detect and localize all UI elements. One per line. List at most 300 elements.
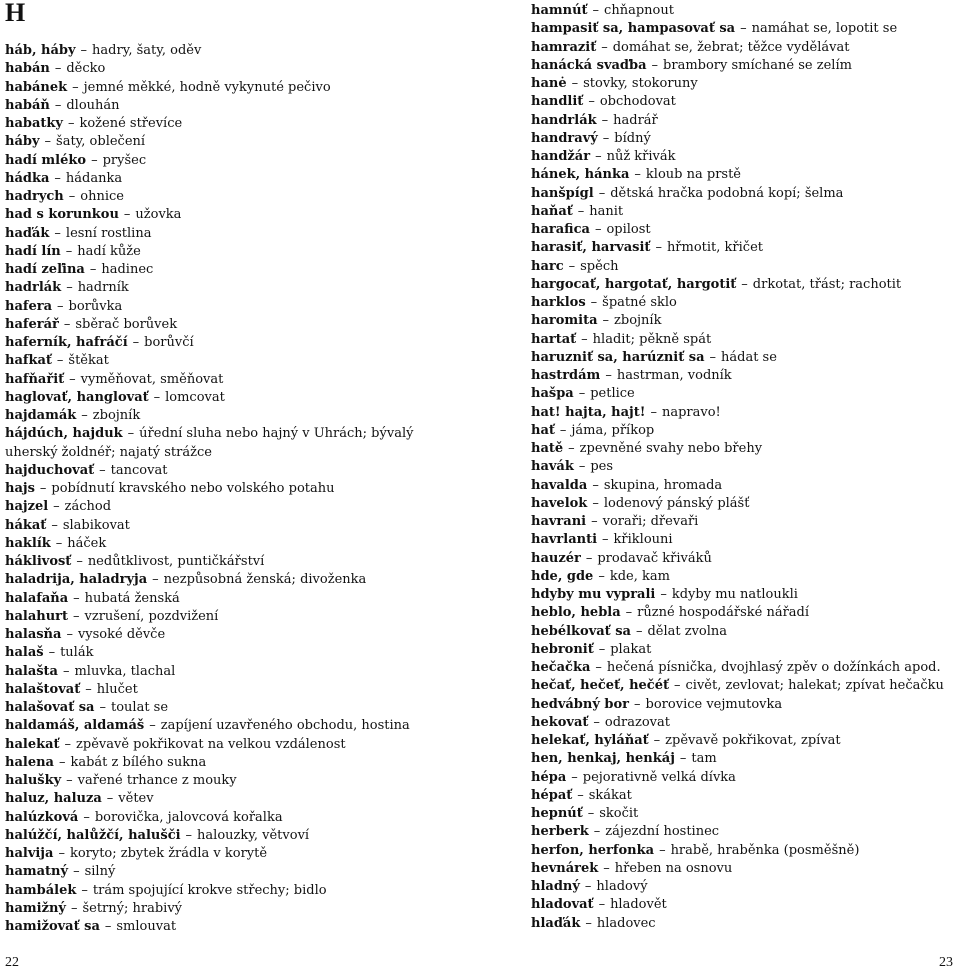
entry-headword: haldamáš, aldamáš <box>5 718 145 734</box>
entry-headword: hampasiť sa, hampasovať sa <box>531 21 736 37</box>
entry-definition: smlouvat <box>116 919 177 934</box>
entry-headword: haluz, haluza <box>5 791 102 807</box>
entry-dash: – <box>63 316 71 332</box>
entry-definition: hladit; pěkně spát <box>592 331 712 347</box>
dictionary-entry <box>5 115 460 133</box>
dictionary-entry <box>5 170 460 188</box>
entry-definition: kdyby mu natloukli <box>671 587 798 602</box>
dictionary-entry <box>5 79 460 97</box>
entry-dash: – <box>635 623 643 639</box>
entry-definition: stovky, stokoruny <box>583 76 698 91</box>
entry-definition: opilost <box>606 222 651 237</box>
dictionary-entry <box>531 458 956 476</box>
entry-definition: kožené střevíce <box>79 116 183 131</box>
entry-dash: – <box>655 240 662 256</box>
entry-dash: – <box>152 572 159 588</box>
entry-dash: – <box>81 882 88 898</box>
entry-headword: handliť <box>531 94 584 110</box>
entry-headword: havelok <box>531 495 588 511</box>
entry-headword: habáň <box>5 97 50 113</box>
dictionary-entry <box>5 60 460 78</box>
dictionary-entry <box>531 732 956 750</box>
entry-dash: – <box>590 295 598 310</box>
entry-definition: obchodovat <box>599 94 676 110</box>
dictionary-entry <box>531 896 956 914</box>
dictionary-entry <box>5 407 460 425</box>
entry-dash: – <box>571 76 579 91</box>
dictionary-entry <box>531 312 956 330</box>
entry-definition: tam <box>691 751 717 767</box>
dictionary-entry <box>5 334 460 352</box>
dictionary-entry <box>531 860 956 878</box>
entry-headword: haladrija, haladryja <box>5 572 148 588</box>
entry-dash: – <box>66 280 73 296</box>
entry-definition: vařené trhance z mouky <box>77 773 237 788</box>
entry-headword: hajzel <box>5 499 49 515</box>
dictionary-entry <box>531 714 956 732</box>
dictionary-entry <box>5 681 460 699</box>
entry-dash: – <box>123 207 131 223</box>
entry-dash: – <box>568 258 576 274</box>
dictionary-entry <box>5 279 460 297</box>
entry-definition: koryto; zbytek žrádla v korytě <box>69 846 268 861</box>
entry-headword: havák <box>531 459 574 475</box>
entry-headword: halvija <box>5 846 54 861</box>
entry-headword: hat! hajta, hajt! <box>531 404 646 420</box>
entry-headword: habán <box>5 61 50 77</box>
dictionary-entry <box>5 389 460 407</box>
entry-definition: toulat se <box>110 700 169 715</box>
dictionary-entry <box>531 276 956 294</box>
dictionary-entry <box>531 604 956 622</box>
entry-definition: hádanka <box>65 170 123 186</box>
entry-definition: jáma, příkop <box>571 422 655 438</box>
dictionary-entry <box>5 663 460 681</box>
dictionary-entry <box>531 185 956 203</box>
entry-headword: hašpa <box>531 386 574 402</box>
entry-dash: – <box>54 170 61 186</box>
entry-dash: – <box>605 368 612 383</box>
entry-dash: – <box>592 3 600 18</box>
entry-dash: – <box>69 371 76 387</box>
entry-definition: hladový <box>596 879 648 894</box>
entry-headword: had s korunkou <box>5 207 119 223</box>
entry-dash: – <box>674 678 681 694</box>
entry-definition: nezpůsobná ženská; divoženka <box>163 572 367 588</box>
dictionary-entry <box>531 75 956 93</box>
entry-definition: hřeben na osnovu <box>614 860 733 876</box>
entry-headword: haklík <box>5 535 51 551</box>
entry-definition: voraři; dřevaři <box>602 514 699 529</box>
entry-dash: – <box>132 335 140 350</box>
entry-headword: hafera <box>5 298 53 314</box>
entry-definition: prodavač křiváků <box>597 550 712 566</box>
entry-dash: – <box>587 806 595 821</box>
entry-headword: halasňa <box>5 627 62 642</box>
dictionary-entry <box>5 188 460 206</box>
dictionary-entry <box>5 717 460 735</box>
dictionary-entry <box>531 331 956 349</box>
dictionary-entry <box>531 623 956 641</box>
entry-definition: domáhat se, žebrat; těžce vydělávat <box>612 39 850 55</box>
entry-definition: zapíjení uzavřeného obchodu, hostina <box>160 718 410 734</box>
entry-headword: herfon, herfonka <box>531 842 655 858</box>
entry-definition: šaty, oblečení <box>56 134 146 150</box>
entry-headword: hamižovať sa <box>5 919 100 934</box>
entry-dash: – <box>568 441 575 456</box>
entry-definition: nedůtklivost, puntičkářství <box>87 554 265 569</box>
entry-headword: hadí lín <box>5 243 61 259</box>
entry-dash: – <box>602 313 610 329</box>
entry-headword: hanė <box>531 76 567 91</box>
entry-dash: – <box>601 112 609 128</box>
entry-headword: hlaďák <box>531 915 581 931</box>
dictionary-entry <box>531 385 956 403</box>
entry-definition: hečená písnička, dvojhlasý zpěv o dožínkách apod. <box>606 660 941 675</box>
section-letter: H <box>5 0 26 27</box>
dictionary-entry <box>5 225 460 243</box>
entry-definition: hanit <box>589 203 624 219</box>
entry-dash: – <box>99 462 106 478</box>
dictionary-entry <box>5 608 460 626</box>
dictionary-entry <box>531 2 956 20</box>
page-number-left: 22 <box>5 955 19 970</box>
entry-dash: – <box>593 714 600 730</box>
dictionary-entry <box>531 915 956 933</box>
entry-dash: – <box>595 660 602 675</box>
dictionary-entry <box>531 440 956 458</box>
entry-dash: – <box>89 262 97 277</box>
entry-headword: haferář <box>5 316 59 332</box>
entry-headword: háb, háby <box>5 43 76 58</box>
entry-headword: hambálek <box>5 882 77 898</box>
entry-definition: borůvčí <box>144 335 194 350</box>
entry-definition: drkotat, třást; rachotit <box>752 276 902 292</box>
entry-dash: – <box>601 39 608 55</box>
entry-definition: skákat <box>588 787 632 803</box>
entry-definition: halouzky, větvoví <box>197 827 310 843</box>
entry-dash: – <box>127 426 135 442</box>
entry-definition: lesní rostlina <box>65 225 152 241</box>
entry-dash: – <box>185 827 193 843</box>
entry-definition: trám spojující krokve střechy; bidlo <box>92 882 327 898</box>
entry-dash: – <box>598 641 606 657</box>
entry-dash: – <box>709 349 716 365</box>
entry-headword: hadí zeľina <box>5 262 85 277</box>
entry-definition: spěch <box>580 258 619 274</box>
entry-headword: havrani <box>531 514 587 529</box>
dictionary-entry <box>531 769 956 787</box>
entry-dash: – <box>39 481 47 496</box>
dictionary-entry <box>5 918 460 936</box>
entry-dash: – <box>57 298 64 314</box>
entry-headword: halahurt <box>5 608 68 624</box>
entry-headword: harklos <box>531 295 586 310</box>
entry-headword: hať <box>531 422 555 438</box>
dictionary-entry <box>531 258 956 276</box>
entry-definition: zájezdní hostinec <box>605 824 720 840</box>
dictionary-entry <box>5 882 460 900</box>
entry-definition: silný <box>84 864 116 880</box>
dictionary-entry <box>5 298 460 316</box>
entry-headword: hajdamák <box>5 408 77 423</box>
entry-dash: – <box>571 769 578 785</box>
dictionary-entry <box>531 20 956 38</box>
dictionary-entry <box>5 352 460 370</box>
dictionary-entry <box>5 316 460 334</box>
dictionary-entry <box>5 699 460 717</box>
dictionary-entry <box>531 659 956 677</box>
entry-headword: hepnúť <box>531 806 583 821</box>
entry-dash: – <box>85 681 92 697</box>
entry-headword: halašovať sa <box>5 700 95 715</box>
entry-headword: hajs <box>5 481 35 496</box>
entry-definition: hřmotit, křičet <box>666 240 763 256</box>
entry-definition: pryšec <box>102 152 147 168</box>
dictionary-entry <box>531 367 956 385</box>
entry-dash: – <box>83 809 90 825</box>
entry-dash: – <box>602 532 609 548</box>
dictionary-entry <box>531 550 956 568</box>
dictionary-entry <box>531 677 956 695</box>
dictionary-entry <box>531 586 956 604</box>
entry-dash: – <box>625 605 633 621</box>
entry-definition: lomcovat <box>165 389 225 405</box>
entry-headword: havrlanti <box>531 532 598 548</box>
entry-headword: hdyby mu vyprali <box>531 587 656 602</box>
dictionary-entry <box>5 772 460 790</box>
entry-dash: – <box>634 696 641 712</box>
entry-definition: tulák <box>60 645 94 661</box>
dictionary-entry <box>531 422 956 440</box>
entry-headword: halafaňa <box>5 590 69 606</box>
entry-headword: haglovať, hanglovať <box>5 389 149 405</box>
entry-headword: hanšpígl <box>531 185 594 201</box>
entry-headword: hebélkovať sa <box>531 623 631 639</box>
dictionary-entry <box>531 495 956 513</box>
entry-definition: bídný <box>614 130 651 146</box>
entry-dash: – <box>80 43 88 58</box>
entry-dash: – <box>577 787 584 803</box>
entry-dash: – <box>72 79 79 95</box>
entry-definition: skočit <box>599 806 639 821</box>
dictionary-entry <box>531 221 956 239</box>
dictionary-entry <box>5 790 460 808</box>
entry-definition: pobídnutí kravského nebo volského potahu <box>51 481 335 496</box>
entry-dash: – <box>70 900 78 916</box>
entry-headword: hanácká svaďba <box>531 57 647 73</box>
entry-headword: hamatný <box>5 864 69 880</box>
entry-dash: – <box>54 97 62 113</box>
dictionary-entry <box>531 130 956 148</box>
entry-dash: – <box>559 422 567 438</box>
entry-definition: sběrač borůvek <box>75 316 178 332</box>
entry-headword: hladovať <box>531 897 594 913</box>
entry-headword: háby <box>5 134 40 150</box>
entry-headword: hamraziť <box>531 39 597 55</box>
entry-definition: dlouhán <box>66 97 120 113</box>
entry-definition: zbojník <box>92 408 141 423</box>
entry-dash: – <box>149 718 156 734</box>
entry-dash: – <box>594 222 602 237</box>
entry-headword: havalda <box>531 477 588 493</box>
dictionary-entry <box>531 294 956 312</box>
entry-headword: hépa <box>531 769 567 785</box>
entry-headword: háklivosť <box>5 554 72 569</box>
dictionary-entry <box>5 261 460 279</box>
entry-dash: – <box>58 846 65 861</box>
dictionary-entry <box>5 425 460 462</box>
entry-dash: – <box>585 915 592 931</box>
dictionary-entry <box>5 243 460 261</box>
entry-definition: hádat se <box>721 349 777 365</box>
entry-definition: ohnice <box>80 189 124 204</box>
entry-headword: halekať <box>5 736 60 752</box>
dictionary-entry <box>531 823 956 841</box>
dictionary-entry <box>5 827 460 845</box>
entry-definition: dětská hračka podobná kopí; šelma <box>610 185 844 201</box>
dictionary-entry <box>5 480 460 498</box>
dictionary-entry <box>5 736 460 754</box>
dictionary-entry <box>531 696 956 714</box>
entry-definition: hladovec <box>596 915 656 931</box>
entry-headword: hépať <box>531 787 573 803</box>
entry-definition: hubatá ženská <box>84 590 180 606</box>
entry-definition: kabát z bílého sukna <box>70 754 207 770</box>
entry-headword: hamnúť <box>531 3 588 18</box>
entry-definition: různé hospodářské nářadí <box>637 605 810 621</box>
entry-definition: vyměňovat, směňovat <box>80 371 224 387</box>
entry-dash: – <box>73 590 80 606</box>
entry-dash: – <box>66 773 73 788</box>
dictionary-entry <box>531 477 956 495</box>
entry-headword: halúzková <box>5 809 79 825</box>
entry-definition: hastrman, vodník <box>616 368 732 383</box>
entry-dash: – <box>66 627 73 642</box>
dictionary-column-right <box>531 2 956 933</box>
entry-definition: děcko <box>66 61 106 77</box>
entry-dash: – <box>651 57 659 73</box>
entry-dash: – <box>598 185 606 201</box>
entry-headword: hamižný <box>5 900 66 916</box>
entry-dash: – <box>73 864 80 880</box>
entry-definition: hladovět <box>610 897 667 913</box>
entry-definition: borovička, jalovcová kořalka <box>94 809 283 825</box>
entry-headword: hadrych <box>5 189 64 204</box>
dictionary-entry <box>531 239 956 257</box>
dictionary-entry <box>5 517 460 535</box>
dictionary-entry <box>531 750 956 768</box>
dictionary-entry <box>5 42 460 60</box>
dictionary-entry <box>531 531 956 549</box>
entry-dash: – <box>62 663 70 679</box>
dictionary-entry <box>531 787 956 805</box>
entry-definition: pes <box>590 459 614 475</box>
entry-dash: – <box>64 736 72 752</box>
dictionary-entry <box>531 57 956 75</box>
entry-dash: – <box>104 919 112 934</box>
entry-definition: háček <box>67 535 107 551</box>
dictionary-entry <box>5 133 460 151</box>
entry-definition: kloub na prstě <box>645 167 741 183</box>
entry-headword: hečačka <box>531 660 591 675</box>
entry-headword: hde, gde <box>531 568 594 584</box>
entry-definition: brambory smíchané se zelím <box>663 57 852 73</box>
dictionary-entry <box>531 805 956 823</box>
dictionary-entry <box>5 590 460 608</box>
entry-definition: borovice vejmutovka <box>645 696 783 712</box>
entry-dash: – <box>603 860 610 876</box>
entry-headword: hájdúch, hajduk <box>5 426 123 442</box>
entry-headword: harc <box>531 258 564 274</box>
entry-definition: chňapnout <box>604 3 674 18</box>
entry-dash: – <box>741 276 748 292</box>
dictionary-entry <box>5 535 460 553</box>
entry-headword: halaštovať <box>5 681 81 697</box>
entry-definition: tancovat <box>110 462 168 478</box>
entry-headword: hebroniť <box>531 641 594 657</box>
dictionary-entry <box>5 97 460 115</box>
entry-definition: napravo! <box>661 404 721 420</box>
entry-dash: – <box>591 514 598 529</box>
dictionary-entry <box>5 371 460 389</box>
dictionary-column-left <box>5 42 460 936</box>
dictionary-entry <box>531 39 956 57</box>
entry-dash: – <box>53 499 60 515</box>
entry-definition: vzrušení, pozdvižení <box>84 608 219 624</box>
entry-dash: – <box>577 203 585 219</box>
dictionary-entry <box>531 166 956 184</box>
dictionary-entry <box>5 462 460 480</box>
entry-definition: lodenový pánský plášť <box>603 495 750 511</box>
dictionary-entry <box>531 203 956 221</box>
dictionary-entry <box>5 900 460 918</box>
dictionary-entry <box>531 349 956 367</box>
entry-definition: užovka <box>135 207 182 223</box>
entry-dash: – <box>650 404 657 420</box>
entry-dash: – <box>91 152 98 168</box>
entry-headword: heblo, hebla <box>531 605 621 621</box>
entry-dash: – <box>55 535 63 551</box>
entry-dash: – <box>595 149 602 164</box>
entry-headword: hadí mléko <box>5 152 87 168</box>
dictionary-entry <box>5 644 460 662</box>
entry-headword: hafkať <box>5 353 52 369</box>
entry-dash: – <box>660 587 667 602</box>
entry-dash: – <box>76 554 83 569</box>
entry-headword: halúžčí, halůžčí, halušči <box>5 827 181 843</box>
entry-definition: namáhat se, lopotit se <box>751 21 898 37</box>
entry-headword: hartať <box>531 331 577 347</box>
entry-definition: vysoké děvče <box>77 627 166 642</box>
entry-definition: borůvka <box>68 298 123 314</box>
entry-definition: petlice <box>590 386 635 402</box>
entry-definition: dělat zvolna <box>647 623 728 639</box>
dictionary-entry <box>5 152 460 170</box>
entry-dash: – <box>740 21 747 37</box>
entry-headword: handrlák <box>531 112 597 128</box>
entry-headword: hadrlák <box>5 280 62 296</box>
entry-definition: hadrář <box>613 112 658 128</box>
entry-headword: hen, henkaj, henkáj <box>531 751 675 767</box>
entry-headword: hatě <box>531 441 564 456</box>
entry-definition: mluvka, tlachal <box>74 663 176 679</box>
entry-headword: hečať, hečeť, hečéť <box>531 678 669 694</box>
dictionary-entry <box>5 845 460 863</box>
dictionary-entry <box>531 148 956 166</box>
entry-dash: – <box>68 189 76 204</box>
dictionary-entry <box>5 553 460 571</box>
